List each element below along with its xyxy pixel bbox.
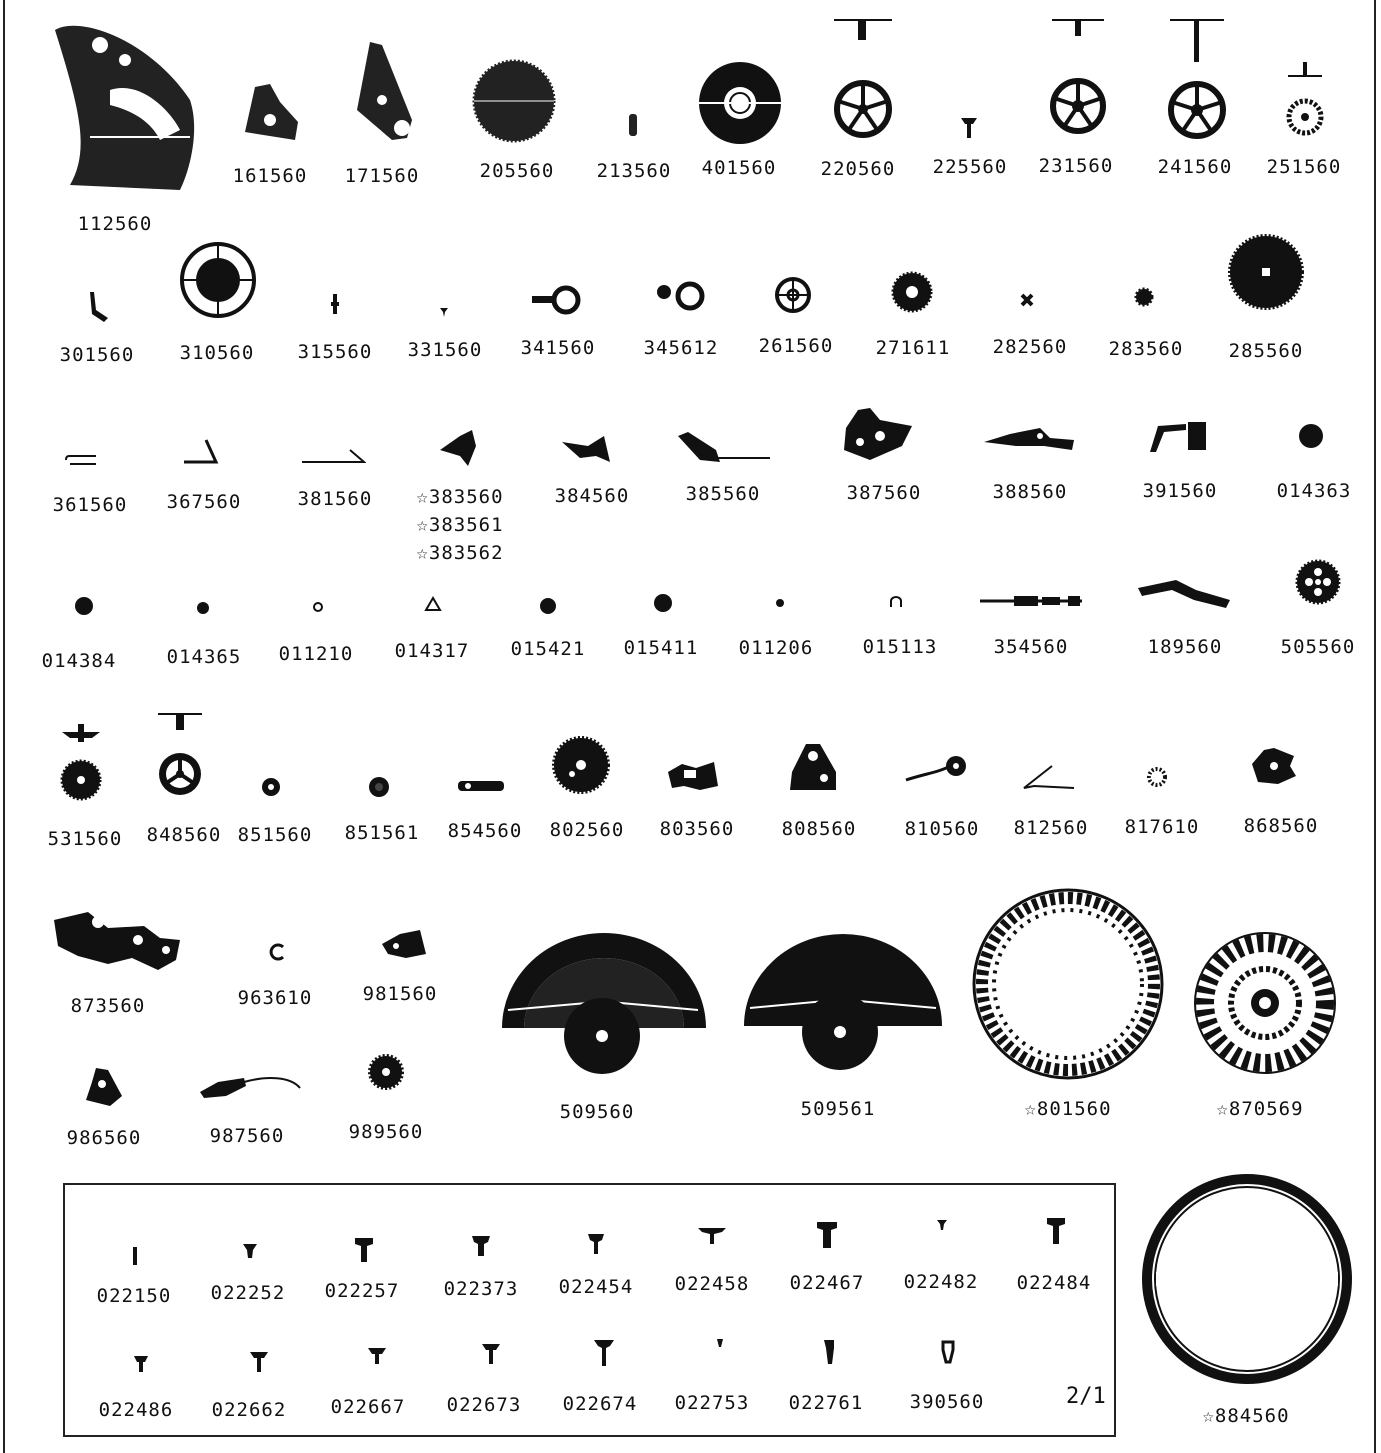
wheel-image	[832, 14, 894, 146]
part-label: 015411	[623, 637, 699, 659]
main-plate-image	[40, 20, 200, 195]
stem-image	[978, 592, 1084, 610]
jewel-image	[1297, 422, 1325, 450]
part-label: 505560	[1280, 636, 1356, 658]
screw-label: 022467	[789, 1272, 865, 1294]
screw-label: 022482	[903, 1271, 979, 1293]
part-label: 282560	[992, 336, 1068, 358]
page-border-right	[1374, 0, 1376, 1453]
part-label: 315560	[297, 341, 373, 363]
part-image	[664, 758, 720, 792]
part-label: 817610	[1124, 816, 1200, 838]
page-border-left	[3, 0, 5, 1453]
screw-image	[366, 1346, 388, 1366]
screw-label: 022252	[210, 1282, 286, 1304]
screw-label: 022662	[211, 1399, 287, 1421]
screw-image	[820, 1338, 840, 1366]
part-label: 803560	[659, 818, 735, 840]
gear-image	[890, 270, 934, 314]
gear-image	[1226, 232, 1306, 312]
part-label: 231560	[1038, 155, 1114, 177]
screw-image	[815, 1220, 839, 1250]
part-label: 354560	[993, 636, 1069, 658]
balance-image	[176, 240, 260, 320]
lever-image	[1146, 420, 1208, 454]
part-label: 285560	[1228, 340, 1304, 362]
part-label: 014384	[41, 650, 117, 672]
part-image	[84, 290, 110, 324]
part-image	[352, 40, 422, 142]
ring-image	[1140, 1172, 1354, 1386]
part-label: 387560	[846, 482, 922, 504]
part-label: 401560	[701, 157, 777, 179]
part-label: 367560	[166, 491, 242, 513]
part-label: 361560	[52, 494, 128, 516]
screw-image	[960, 116, 978, 140]
part-image	[82, 1066, 126, 1108]
screw-image	[248, 1350, 270, 1374]
wheel-image	[774, 276, 812, 314]
part-label: 381560	[297, 488, 373, 510]
screw-label: 022150	[96, 1285, 172, 1307]
screw-label: 022484	[1016, 1272, 1092, 1294]
part-label: 868560	[1243, 815, 1319, 837]
lever-image	[904, 754, 970, 786]
screw-image	[241, 1242, 259, 1260]
part-label: 808560	[781, 818, 857, 840]
screw-label: 390560	[909, 1391, 985, 1413]
wheel-image	[58, 722, 104, 802]
part-label: 283560	[1108, 338, 1184, 360]
pin-image	[439, 306, 449, 318]
part-label: 011210	[278, 643, 354, 665]
wheel-image	[154, 708, 206, 800]
screw-label: 022753	[674, 1392, 750, 1414]
part-label: 810560	[904, 818, 980, 840]
screw-image	[132, 1354, 150, 1374]
cam-image	[1250, 746, 1298, 786]
part-label: 310560	[179, 342, 255, 364]
part-label: 271611	[875, 337, 951, 359]
part-label: 171560	[344, 165, 420, 187]
lever-image	[676, 430, 772, 466]
screw-image	[586, 1232, 606, 1256]
screw-image	[940, 1340, 956, 1364]
bridge-image	[48, 908, 184, 974]
part-label: 213560	[596, 160, 672, 182]
jewel-image	[424, 596, 442, 612]
part-label: 301560	[59, 344, 135, 366]
rotor-image	[740, 928, 946, 1072]
part-label: 161560	[232, 165, 308, 187]
lever-image	[1136, 576, 1232, 610]
part-label: 331560	[407, 339, 483, 361]
jewel-image	[652, 592, 674, 614]
part-image	[240, 82, 302, 142]
part-label: 014317	[394, 640, 470, 662]
screw-label: 022486	[98, 1399, 174, 1421]
part-label: 385560	[685, 483, 761, 505]
gear-image	[1294, 558, 1342, 606]
jewel-image	[774, 597, 786, 609]
pinion-image	[1020, 293, 1034, 307]
part-label: 015113	[862, 636, 938, 658]
gear-image	[472, 48, 556, 154]
part-label: 989560	[348, 1121, 424, 1143]
part-label: 873560	[70, 995, 146, 1017]
part-label: 802560	[549, 819, 625, 841]
screw-image	[1045, 1216, 1067, 1246]
part-label: 261560	[758, 335, 834, 357]
screw-label: 022373	[443, 1278, 519, 1300]
screw-label: 022454	[558, 1276, 634, 1298]
date-dial-image	[970, 886, 1166, 1082]
part-label: 851561	[344, 822, 420, 844]
part-label: 987560	[209, 1125, 285, 1147]
part-label: 963610	[237, 987, 313, 1009]
screw-image	[716, 1338, 724, 1348]
spring-image	[268, 943, 288, 961]
part-label: 851560	[237, 824, 313, 846]
screw-label: 022673	[446, 1394, 522, 1416]
part-label: 986560	[66, 1127, 142, 1149]
part-image	[652, 280, 708, 312]
part-label: 531560	[47, 828, 123, 850]
screw-label: 022257	[324, 1280, 400, 1302]
spring-image	[64, 452, 98, 468]
part-label: 345612	[643, 337, 719, 359]
screw-image	[592, 1338, 616, 1368]
lever-image	[196, 1074, 304, 1104]
screw-label: 022667	[330, 1396, 406, 1418]
part-label: 015421	[510, 638, 586, 660]
gear-image	[366, 1052, 406, 1092]
part-image	[560, 432, 612, 466]
gear-image	[260, 776, 282, 798]
part-label: 014365	[166, 646, 242, 668]
part-label: 225560	[932, 156, 1008, 178]
jewel-image	[538, 596, 558, 616]
part-label: 854560	[447, 820, 523, 842]
spring-image	[300, 444, 366, 466]
part-label: 384560	[554, 485, 630, 507]
part-label: 341560	[520, 337, 596, 359]
rotor-image	[498, 930, 710, 1076]
part-label: ☆870569	[1216, 1098, 1304, 1120]
part-label: 205560	[479, 160, 555, 182]
part-label: ☆801560	[1024, 1098, 1112, 1120]
screw-image	[470, 1234, 492, 1258]
screw-label: 022674	[562, 1393, 638, 1415]
screw-image	[696, 1226, 728, 1246]
spring-image	[1020, 762, 1076, 792]
part-image	[626, 112, 640, 138]
part-label: 189560	[1147, 636, 1223, 658]
part-label: 848560	[146, 824, 222, 846]
screw-image	[131, 1245, 139, 1267]
part-label: ☆383560	[416, 486, 504, 508]
wheel-image	[1048, 14, 1108, 138]
part-image	[380, 928, 428, 960]
pin-image	[330, 292, 340, 316]
part-label: 388560	[992, 481, 1068, 503]
part-label: ☆884560	[1202, 1405, 1290, 1427]
lever-image	[980, 424, 1078, 454]
screw-label: 022458	[674, 1273, 750, 1295]
part-image	[438, 428, 486, 468]
jewel-image	[74, 596, 94, 616]
jewel-image	[312, 601, 324, 613]
part-label: ☆383561	[416, 514, 504, 536]
part-label: 391560	[1142, 480, 1218, 502]
screw-image	[480, 1342, 502, 1366]
gear-image	[550, 734, 612, 796]
gear-image	[1146, 766, 1168, 788]
wheel-image	[1166, 14, 1228, 142]
screw-image	[353, 1236, 375, 1264]
part-label: 509560	[559, 1101, 635, 1123]
day-dial-image	[1192, 930, 1338, 1076]
barrel-image	[698, 60, 782, 146]
part-label: 509561	[800, 1098, 876, 1120]
part-label: 981560	[362, 983, 438, 1005]
part-label: 812560	[1013, 817, 1089, 839]
part-label: 220560	[820, 158, 896, 180]
part-label: 112560	[77, 213, 153, 235]
part-label: 014363	[1276, 480, 1352, 502]
part-label: 241560	[1157, 156, 1233, 178]
bridge-image	[840, 406, 914, 462]
escape-wheel-image	[1282, 60, 1328, 140]
part-image	[528, 284, 584, 316]
lever-image	[456, 778, 506, 794]
part-label: 251560	[1266, 156, 1342, 178]
screw-label: 022761	[788, 1392, 864, 1414]
part-label: 011206	[738, 637, 814, 659]
part-image	[786, 742, 840, 792]
spring-image	[888, 596, 904, 608]
spring-image	[180, 436, 224, 468]
screw-image	[935, 1218, 949, 1232]
gear-image	[1133, 286, 1155, 308]
gear-image	[368, 776, 390, 798]
scale-ratio: 2/1	[1066, 1384, 1106, 1409]
part-label: ☆383562	[416, 542, 504, 564]
jewel-image	[196, 601, 210, 615]
